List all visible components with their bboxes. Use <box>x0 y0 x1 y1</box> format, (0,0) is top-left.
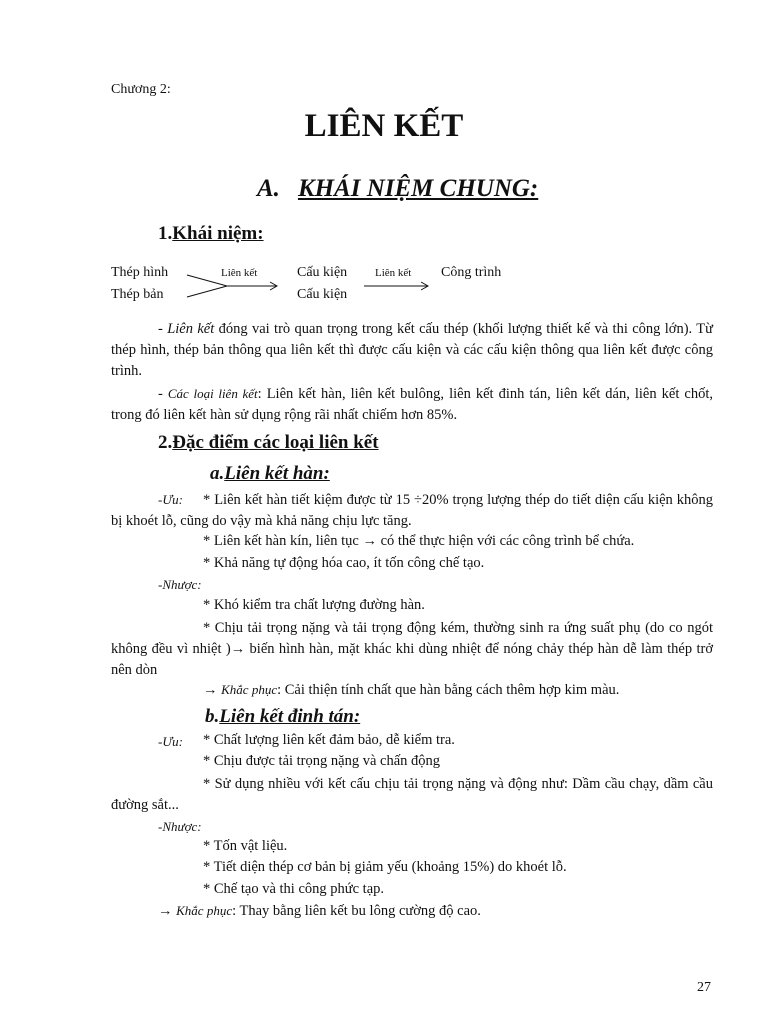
welded-pro-3: * Khả năng tự động hóa cao, ít tốn công chế tạo. <box>203 555 485 571</box>
para1-lead: - <box>158 321 168 337</box>
welded-fix <box>203 682 619 699</box>
section-a-letter: A. <box>257 175 280 202</box>
riveted-fix-label: Khắc phục <box>176 903 233 918</box>
para2-lead: - <box>158 386 168 402</box>
arrow-line-lower <box>187 286 227 297</box>
welded-con-2 <box>111 618 713 681</box>
section-a-title: KHÁI NIỆM CHUNG: <box>297 175 539 202</box>
riveted-title: Liên kết đinh tán: <box>219 706 361 727</box>
arrow-icon: → <box>230 641 246 657</box>
riveted-con-2: * Tiết diện thép cơ bản bị giảm yếu (khoảng 15%) do khoét lỗ. <box>203 859 567 875</box>
diagram-middle-2: Cấu kiện <box>297 287 348 302</box>
riveted-heading <box>205 706 360 728</box>
welded-con-2-b: biến hình hàn, mặt khác khi dùng nhiệt để nóng chảy thép hàn dễ làm thép trở nên dòn <box>111 641 713 678</box>
welded-pro-1: * Liên kết hàn tiết kiệm được từ 15 ÷20% trọng lượng thép do tiết diện cấu kiện không bị khoét lỗ, cũng do vậy mà khả năng chịu lực tăng. <box>111 492 713 529</box>
para2-term: Các loại liên kết <box>167 386 258 401</box>
para1-term: Liên kết <box>167 321 215 337</box>
welded-title: Liên kết hàn: <box>224 463 330 484</box>
welded-con-1: * Khó kiểm tra chất lượng đường hàn. <box>203 597 425 613</box>
para1-body: đóng vai trò quan trọng trong kết cấu thép (khối lượng thiết kế và thi công lớn). Từ thép hình, thép bản thông qua liên kết thì được cấu kiện và các cấu kiện thông qua liên kết được công trình. <box>111 321 713 379</box>
welded-pro-2-a: * Liên kết hàn kín, liên tục <box>203 533 363 549</box>
concept-title: Khái niệm: <box>172 223 264 244</box>
features-title: Đặc điểm các loại liên kết <box>172 432 379 453</box>
features-number: 2. <box>158 432 173 453</box>
arrow-icon: → <box>362 533 377 549</box>
page-number: 27 <box>697 980 711 995</box>
features-heading <box>158 432 379 454</box>
concept-paragraph-2 <box>111 383 713 426</box>
diagram-input-2: Thép bản <box>111 287 164 302</box>
page-title: LIÊN KẾT <box>304 108 464 144</box>
welded-heading <box>210 463 330 485</box>
welded-fix-text: : Cải thiện tính chất que hàn bằng cách thêm hợp kim màu. <box>277 682 620 698</box>
para2-body: : Liên kết hàn, liên kết bulông, liên kết đinh tán, liên kết dán, liên kết chốt, trong đó liên kết hàn sử dụng rộng rãi nhất chiếm hơn 85%. <box>111 386 713 423</box>
diagram-arrow-label-1: Liên kết <box>221 267 258 279</box>
riveted-con-1: * Tốn vật liệu. <box>203 838 288 854</box>
riveted-pro-1: * Chất lượng liên kết đảm bảo, dễ kiểm tra. <box>203 732 455 748</box>
chapter-label: Chương 2: <box>111 82 171 97</box>
welded-con-2-a: * Chịu tải trọng nặng và tải trọng động kém, thường sinh ra ứng suất phụ (do co ngót không đều vì nhiệt ) <box>111 620 713 657</box>
welded-pro-2-b: có thể thực hiện với các công trình bể chứa. <box>376 533 635 549</box>
riveted-pro-3: * Sử dụng nhiều với kết cấu chịu tải trọng nặng và động như: Dầm cầu chạy, dầm cầu đường sắt... <box>111 776 713 813</box>
concept-number: 1. <box>158 223 173 244</box>
riveted-cons-label: -Nhược: <box>158 819 202 834</box>
diagram-output: Công trình <box>441 265 502 280</box>
diagram-middle-1: Cấu kiện <box>297 265 348 280</box>
riveted-letter: b. <box>205 706 220 727</box>
arrow-icon: → <box>203 682 218 698</box>
riveted-fix-text: : Thay bằng liên kết bu lông cường độ cao. <box>232 903 481 919</box>
concept-paragraph-1 <box>111 319 713 382</box>
riveted-pro-2: * Chịu được tải trọng nặng và chấn động <box>203 753 441 769</box>
arrow-icon: → <box>158 903 173 919</box>
riveted-pros-label: -Ưu: <box>158 734 183 749</box>
welded-fix-label: Khắc phục <box>221 682 278 697</box>
riveted-fix <box>158 903 481 920</box>
welded-letter: a. <box>210 463 225 484</box>
welded-cons-label: -Nhược: <box>158 577 202 592</box>
riveted-con-3: * Chế tạo và thi công phức tạp. <box>203 881 385 897</box>
diagram-arrow-label-2: Liên kết <box>375 267 412 279</box>
welded-pro-2 <box>203 533 634 550</box>
diagram-input-1: Thép hình <box>111 265 169 280</box>
welded-pros-label: -Ưu: <box>158 492 183 507</box>
arrow-line-upper <box>187 275 227 286</box>
